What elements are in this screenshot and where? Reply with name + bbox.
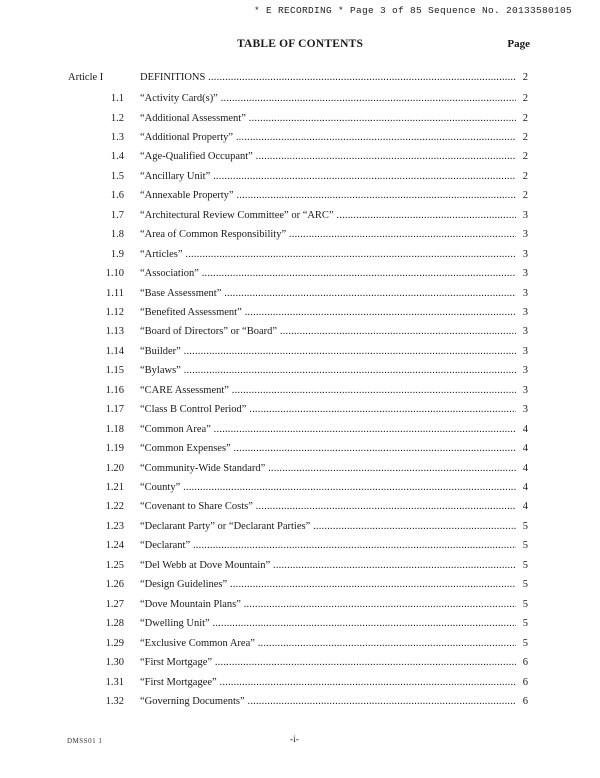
section-page: 3 <box>518 268 528 279</box>
section-title: “Declarant Party” or “Declarant Parties” ..... <box>140 521 516 532</box>
section-page: 4 <box>518 482 528 493</box>
section-page: 3 <box>518 210 528 221</box>
section-title: “Ancillary Unit” ..... <box>140 171 516 182</box>
section-number: 1.15 <box>105 365 124 377</box>
section-title: “Declarant” ..... <box>140 540 516 551</box>
section-title: “Area of Common Responsibility” ..... <box>140 229 516 240</box>
section-number: 1.12 <box>105 306 124 318</box>
section-number: 1.22 <box>105 501 124 513</box>
section-title: “Association” ..... <box>140 268 516 279</box>
section-number: 1.9 <box>110 248 124 260</box>
toc-entry <box>0 657 600 671</box>
section-title: “Builder” ..... <box>140 346 516 357</box>
section-title: “Design Guidelines” ..... <box>140 579 516 590</box>
section-page: 3 <box>518 365 528 376</box>
section-number: 1.18 <box>105 423 124 435</box>
section-page: 3 <box>518 326 528 337</box>
section-number: 1.23 <box>105 520 124 532</box>
toc-entry <box>0 249 600 263</box>
section-page: 5 <box>518 560 528 571</box>
toc-entry <box>0 521 600 535</box>
section-title: “First Mortgage” ..... <box>140 657 516 668</box>
toc-entry <box>0 599 600 613</box>
section-number: 1.21 <box>105 482 124 493</box>
section-page: 2 <box>518 190 528 201</box>
toc-entry <box>0 171 600 185</box>
section-page: 5 <box>518 521 528 532</box>
section-page: 5 <box>518 638 528 649</box>
toc-title: TABLE OF CONTENTS <box>236 38 364 50</box>
section-title: “Board of Directors” or “Board” ..... <box>140 326 516 337</box>
section-title: “Additional Assessment” ..... <box>140 113 516 124</box>
toc-entry <box>0 404 600 418</box>
section-title: “Benefited Assessment” ..... <box>140 307 516 318</box>
section-page: 5 <box>518 540 528 551</box>
section-number: 1.19 <box>105 443 124 455</box>
section-title: “County” ..... <box>140 482 516 493</box>
section-number: 1.7 <box>110 209 124 221</box>
section-title: “Common Area” ..... <box>140 424 516 435</box>
section-page: 3 <box>518 404 528 415</box>
section-page: 6 <box>518 677 528 688</box>
section-page: 5 <box>518 579 528 590</box>
section-page: 2 <box>518 93 528 104</box>
section-number: 1.2 <box>110 112 124 124</box>
toc-entry <box>0 560 600 574</box>
section-number: 1.10 <box>105 268 124 279</box>
section-title: “Covenant to Share Costs” ..... <box>140 501 516 512</box>
section-page: 4 <box>518 463 528 474</box>
section-title: “Base Assessment” ..... <box>140 288 516 299</box>
section-number: 1.28 <box>105 618 124 630</box>
section-number: 1.30 <box>105 657 124 668</box>
section-title: “CARE Assessment” ..... <box>140 385 516 396</box>
section-number: 1.8 <box>110 229 124 241</box>
section-title: “Dove Mountain Plans” ..... <box>140 599 516 610</box>
toc-entry <box>0 463 600 477</box>
toc-entry <box>0 579 600 593</box>
section-page: 3 <box>518 229 528 240</box>
section-number: 1.11 <box>106 287 124 299</box>
toc-entry <box>0 93 600 107</box>
section-number: 1.3 <box>110 131 124 143</box>
toc-entry <box>0 540 600 554</box>
toc-entry <box>0 113 600 127</box>
section-title: “Activity Card(s)” ..... <box>140 93 516 104</box>
section-title: “Common Expenses” ..... <box>140 443 516 454</box>
toc-entry <box>0 346 600 360</box>
section-number: 1.5 <box>110 170 124 182</box>
page-column-heading: Page <box>507 38 530 50</box>
toc-entry <box>0 229 600 243</box>
section-number: 1.26 <box>105 579 124 591</box>
section-page: 3 <box>518 307 528 318</box>
section-number: 1.16 <box>105 384 124 396</box>
section-title: “Exclusive Common Area” ..... <box>140 638 516 649</box>
section-title: “Class B Control Period” ..... <box>140 404 516 415</box>
toc-entry <box>0 482 600 496</box>
section-number: 1.6 <box>110 190 124 202</box>
section-page: 5 <box>518 618 528 629</box>
toc-entry <box>0 268 600 282</box>
section-title: “Dwelling Unit” ..... <box>140 618 516 629</box>
toc-entry <box>0 385 600 399</box>
section-page: 4 <box>518 424 528 435</box>
section-number: 1.13 <box>105 326 124 338</box>
toc-entry <box>0 365 600 379</box>
toc-entry <box>0 151 600 165</box>
section-page: 2 <box>518 113 528 124</box>
section-number: 1.17 <box>105 404 124 416</box>
page-number: -i- <box>290 735 299 745</box>
section-number: 1.25 <box>105 559 124 571</box>
article-number: Article I <box>68 72 104 83</box>
section-number: 1.29 <box>105 637 124 649</box>
section-title: “Annexable Property” ..... <box>140 190 516 201</box>
section-number: 1.24 <box>105 540 124 552</box>
recording-stamp: * E RECORDING * Page 3 of 85 Sequence No. 20133580105 <box>253 5 572 16</box>
toc-entry <box>0 132 600 146</box>
section-title: “First Mortgagee” ..... <box>140 677 516 688</box>
section-title: “Articles” ..... <box>140 249 516 260</box>
section-title: “Del Webb at Dove Mountain” ..... <box>140 560 516 571</box>
section-page: 6 <box>518 696 528 707</box>
section-page: 3 <box>518 249 528 260</box>
toc-entry <box>0 326 600 340</box>
section-title: “Bylaws” ..... <box>140 365 516 376</box>
toc-entry <box>0 190 600 204</box>
document-code: DMSS01 1 <box>67 737 103 745</box>
toc-entry <box>0 501 600 515</box>
toc-entry <box>0 443 600 457</box>
toc-entry <box>0 307 600 321</box>
section-number: 1.27 <box>105 598 124 610</box>
article-title: DEFINITIONS ..... <box>140 72 516 83</box>
section-number: 1.32 <box>105 695 124 707</box>
section-page: 2 <box>518 151 528 162</box>
section-page: 5 <box>518 599 528 610</box>
toc-entry <box>0 677 600 691</box>
section-page: 6 <box>518 657 528 668</box>
section-number: 1.4 <box>110 151 124 163</box>
section-number: 1.14 <box>105 345 124 357</box>
section-page: 4 <box>518 443 528 454</box>
section-page: 4 <box>518 501 528 512</box>
toc-entry <box>0 638 600 652</box>
section-title: “Community-Wide Standard” ..... <box>140 463 516 474</box>
section-title: “Architectural Review Committee” or “ARC” ..... <box>140 210 516 221</box>
section-page: 3 <box>518 346 528 357</box>
section-page: 2 <box>518 171 528 182</box>
toc-entry <box>0 424 600 438</box>
section-page: 3 <box>518 385 528 396</box>
toc-entry <box>0 618 600 632</box>
toc-entry <box>0 696 600 710</box>
section-page: 3 <box>518 288 528 299</box>
section-page: 2 <box>518 132 528 143</box>
toc-entry <box>0 288 600 302</box>
toc-article-row <box>0 72 600 86</box>
section-number: 1.1 <box>110 93 124 104</box>
section-title: “Governing Documents” ..... <box>140 696 516 707</box>
section-number: 1.31 <box>105 676 124 688</box>
section-title: “Age-Qualified Occupant” ..... <box>140 151 516 162</box>
section-number: 1.20 <box>105 462 124 474</box>
article-page: 2 <box>518 72 528 83</box>
section-title: “Additional Property” ..... <box>140 132 516 143</box>
toc-entry <box>0 210 600 224</box>
